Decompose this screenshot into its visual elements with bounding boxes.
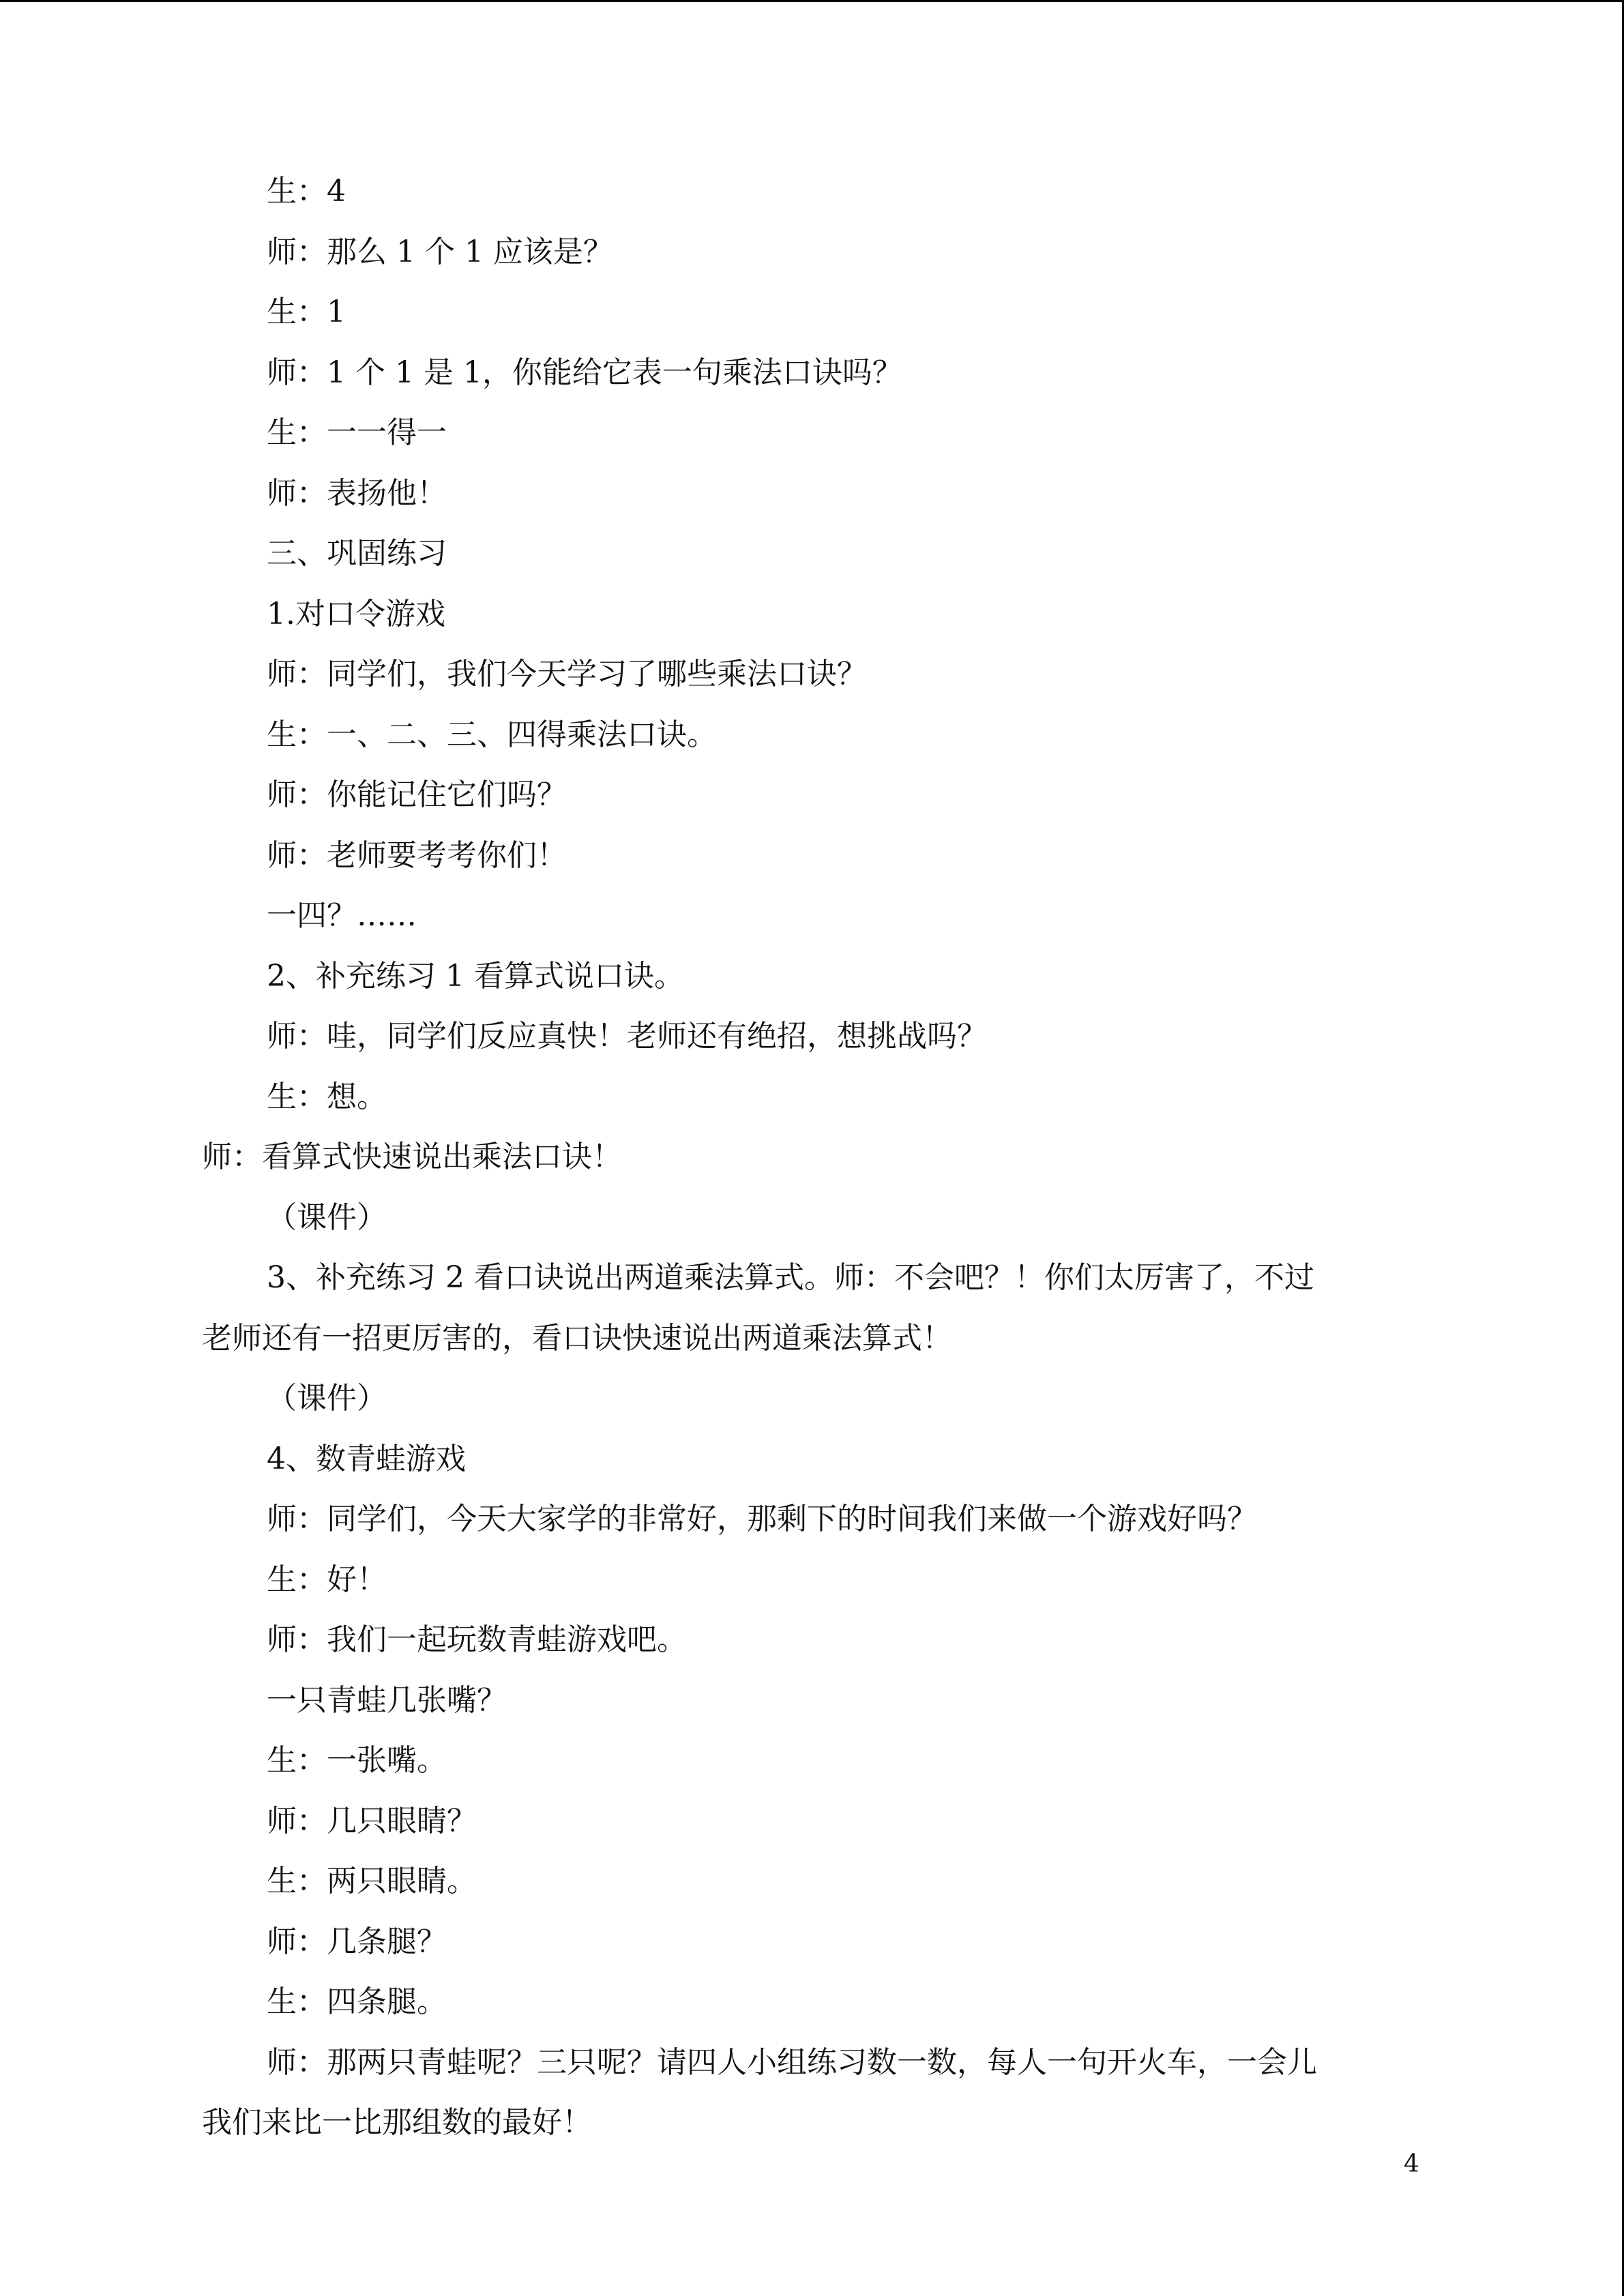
text-line: 我们来比一比那组数的最好！ xyxy=(202,2105,592,2140)
text-line: 师：同学们，我们今天学习了哪些乘法口诀？ xyxy=(267,657,867,691)
text-line: 师：那两只青蛙呢？三只呢？请四人小组练习数一数，每人一句开火车，一会儿 xyxy=(267,2044,1317,2080)
text-line: 生：4 xyxy=(267,174,346,209)
text-line: （课件） xyxy=(267,1199,387,1235)
text-line: 生：想。 xyxy=(267,1079,387,1114)
subsection-heading: 1.对口令游戏 xyxy=(267,596,445,631)
text-line: 生：四条腿。 xyxy=(267,1984,447,2019)
text-line: 师：哇，同学们反应真快！老师还有绝招，想挑战吗？ xyxy=(267,1019,987,1054)
page-number: 4 xyxy=(1404,2150,1419,2178)
text-line: 生：一张嘴。 xyxy=(267,1743,447,1778)
text-line: 生：两只眼睛。 xyxy=(267,1864,477,1898)
text-line: （课件） xyxy=(267,1381,387,1416)
text-line: 师：你能记住它们吗？ xyxy=(267,777,567,812)
text-line: 生：1 xyxy=(267,295,346,329)
text-line: 生：好！ xyxy=(267,1562,387,1597)
text-line: 一四？…… xyxy=(267,898,417,933)
text-line: 师：几只眼睛？ xyxy=(267,1803,477,1838)
document-body xyxy=(0,162,1624,2153)
text-line: 师：那么 1 个 1 应该是？ xyxy=(267,234,613,269)
text-line: 3、补充练习 2 看口诀说出两道乘法算式。师：不会吧？！你们太厉害了，不过 xyxy=(267,1260,1314,1295)
text-line: 生：一一得一 xyxy=(267,415,447,450)
text-line: 师：我们一起玩数青蛙游戏吧。 xyxy=(267,1622,687,1657)
text-line: 一只青蛙几张嘴？ xyxy=(267,1682,507,1718)
subsection-heading: 2、补充练习 1 看算式说口诀。 xyxy=(267,958,684,994)
text-line: 师：表扬他！ xyxy=(267,475,447,511)
text-line: 师：看算式快速说出乘法口诀！ xyxy=(202,1139,622,1174)
text-line: 生：一、二、三、四得乘法口诀。 xyxy=(267,717,717,752)
text-line: 师：1 个 1 是 1，你能给它表一句乘法口诀吗？ xyxy=(267,355,902,390)
text-line: 师：几条腿？ xyxy=(267,1924,447,1959)
subsection-heading: 4、数青蛙游戏 xyxy=(267,1441,466,1476)
text-line: 师：老师要考考你们！ xyxy=(267,837,567,873)
text-line: 师：同学们，今天大家学的非常好，那剩下的时间我们来做一个游戏好吗？ xyxy=(267,1502,1257,1536)
section-heading: 三、巩固练习 xyxy=(267,536,447,571)
text-line: 老师还有一招更厉害的，看口诀快速说出两道乘法算式！ xyxy=(202,1320,952,1356)
